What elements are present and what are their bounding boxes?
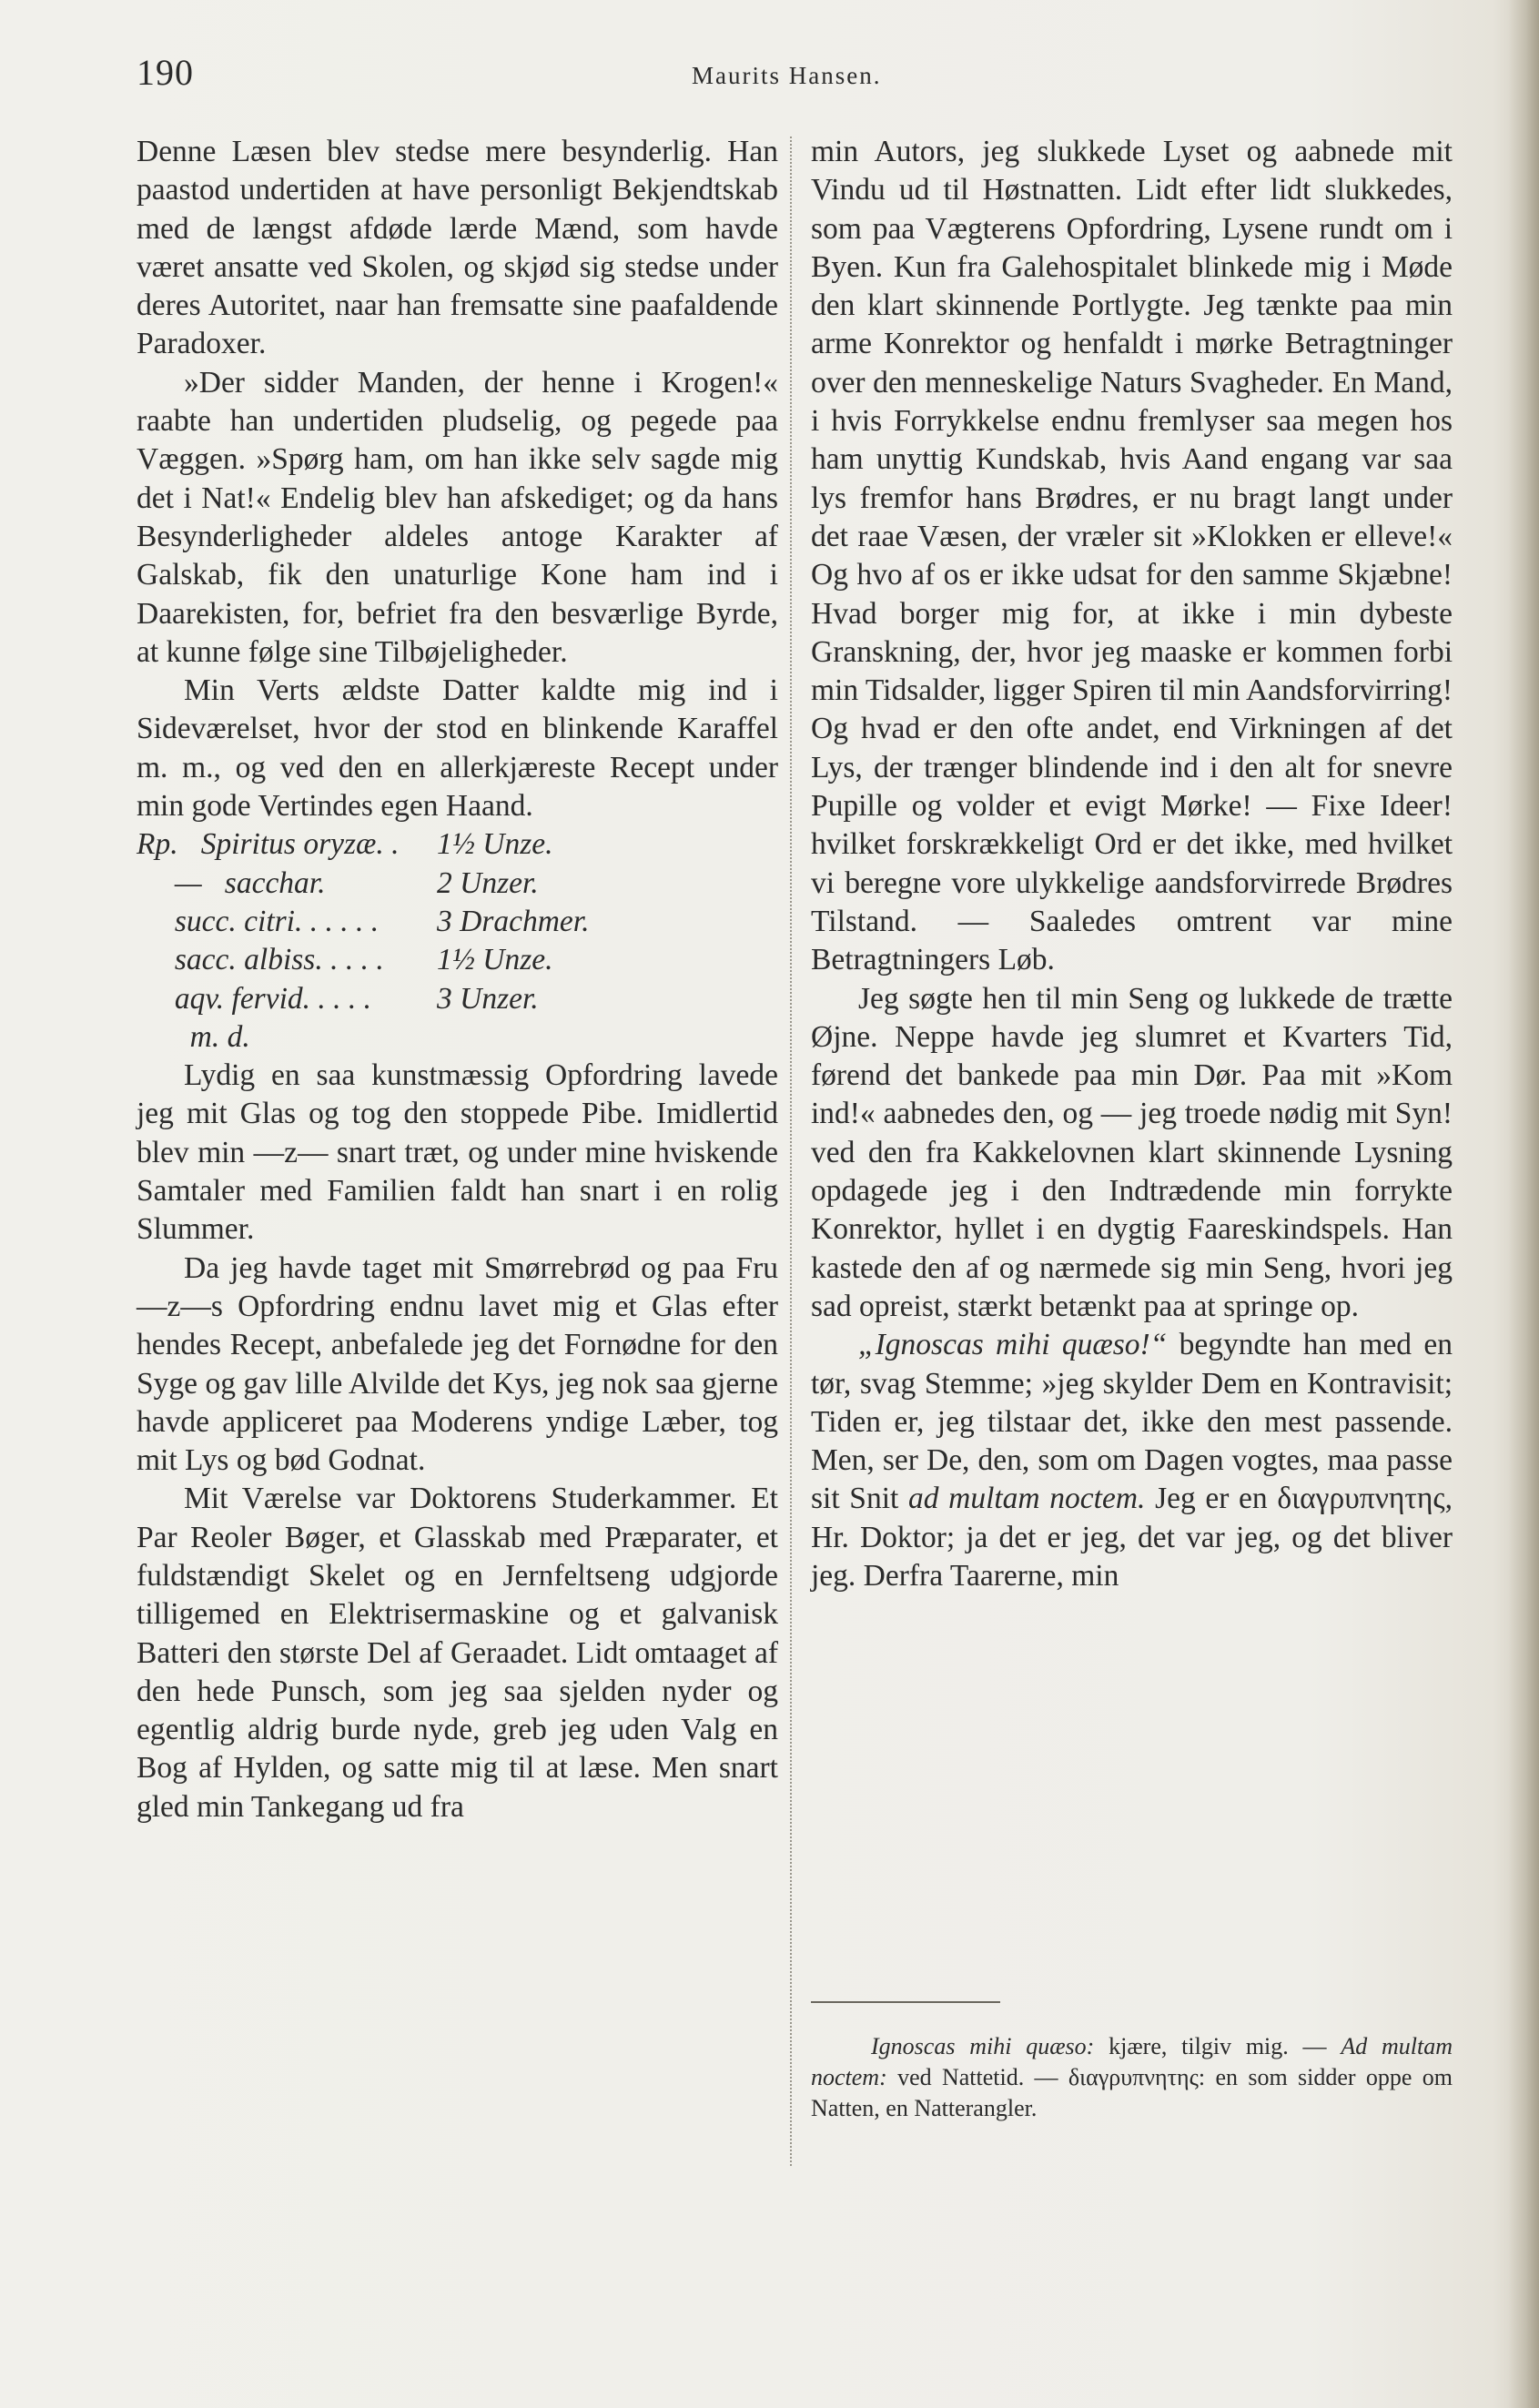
recipe-amount: 3 Unzer. xyxy=(437,981,539,1016)
footnote-text xyxy=(811,2031,1453,2124)
footnote-rule xyxy=(811,2001,1000,2003)
latin-phrase: ad multam noctem. xyxy=(907,1482,1146,1516)
recipe-ingredient: sacc. albiss. . . . . xyxy=(137,943,384,977)
recipe-row xyxy=(137,941,778,979)
recipe-row xyxy=(137,980,778,1018)
paragraph: Min Verts ældste Datter kaldte mig ind i Sideværelset, hvor der stod en blinkende Karaffel m. m., og ved den en allerkjæreste Recept under min gode Vertindes egen Haand. xyxy=(137,673,778,824)
recipe-block xyxy=(137,825,778,1057)
paragraph-text: begyndte han med en tør, svag Stemme; »jeg skylder Dem en Kontravisit; Tiden er, jeg tilstaar det, ikke den mest passende. Men, ser De, den, som om Dagen vogtes, maa passe sit Snit xyxy=(811,1328,1453,1516)
recipe-row xyxy=(137,1018,778,1057)
footnote-term: Ad multam noctem: xyxy=(811,2033,1453,2090)
paragraph: Da jeg havde taget mit Smørrebrød og paa Fru —z—s Opfordring endnu lavet mig et Glas efter hendes Recept, anbefalede jeg det Fornødne for den Syge og gav lille Alvilde det Kys, jeg nok saa gjerne havde appliceret paa Moderens yndige Læber, tog mit Lys og bød Godnat. xyxy=(137,1250,778,1478)
recipe-ingredient: succ. citri. . . . . . xyxy=(137,904,380,938)
latin-phrase: „Ignoscas mihi quæso!“ xyxy=(858,1328,1168,1362)
page-edge-shadow xyxy=(1508,0,1539,2408)
left-column xyxy=(137,133,778,1826)
paragraph: Denne Læsen blev stedse mere besynderlig. Han paastod undertiden at have personligt Bekjendtskab med de længst afdøde lærde Mænd, som havde været ansatte ved Skolen, og skjød sig stedse under deres Autoritet, naar han fremsatte sine paafaldende Paradoxer. xyxy=(137,135,778,361)
paragraph: min Autors, jeg slukkede Lyset og aabnede mit Vindu ud til Høstnatten. Lidt efter lidt slukkedes, som paa Vægterens Opfordring, Lysene rundt om i Byen. Kun fra Galehospitalet blinkede mig i Møde den klart skinnende Portlygte. Jeg tænkte paa min arme Konrektor og henfaldt i mørke Betragtninger over den menneskelige Naturs Svagheder. En Mand, i hvis Forrykkelse endnu fremlyser saa megen hos ham unyttig Kundskab, hvis Aand engang var saa lys fremfor hans Brødres, er nu bragt langt under det raae Væsen, der vræler sit »Klokken er elleve!« Og hvo af os er ikke udsat for den samme Skjæbne! Hvad borger mig for, at ikke i min dybeste Granskning, der, hvor jeg maaske er kommen forbi min Tidsalder, ligger Spiren til min Aandsforvirring! Og hvad er den ofte andet, end Virkningen af det Lys, der trænger blindende ind i den alt for snevre Pupille og volder et evigt Mørke! — Fixe Ideer! hvilket forskrækkeligt Ord er det ikke, med hvilket vi beregne vore ulykkelige aandsforvirrede Brødres Tilstand. — Saaledes omtrent var mine Betragtningers Løb. xyxy=(811,135,1453,977)
recipe-amount: 1½ Unze. xyxy=(437,827,553,862)
right-column xyxy=(811,133,1453,1595)
column-divider xyxy=(790,137,792,2166)
recipe-ingredient: aqv. fervid. . . . . xyxy=(137,981,372,1016)
footnote xyxy=(811,2031,1453,2124)
recipe-ingredient: m. d. xyxy=(137,1019,250,1054)
recipe-ingredient: — sacchar. xyxy=(137,865,326,900)
recipe-amount xyxy=(437,1018,737,1057)
paragraph xyxy=(811,1326,1453,1595)
running-head: Maurits Hansen. xyxy=(692,62,882,89)
page-number: 190 xyxy=(137,52,194,93)
paragraph: Jeg søgte hen til min Seng og lukkede de trætte Øjne. Neppe havde jeg slumret et Kvarters Tid, førend det bankede paa min Dør. Paa mit »Kom ind!« aabnedes den, og — jeg troede nødig mit Syn! ved den fra Kakkelovnen klart skinnende Lysning opdagede jeg i den Indtrædende min forrykte Konrektor, hyllet i en dygtig Faareskindspels. Han kastede den af og nærmede sig min Seng, hvori jeg sad opreist, stærkt betænkt paa at springe op. xyxy=(811,981,1453,1323)
paragraph: Lydig en saa kunstmæssig Opfordring lavede jeg mit Glas og tog den stoppede Pibe. Imidlertid blev min —z— snart træt, og under mine hviskende Samtaler med Familien faldt han snart i en rolig Slummer. xyxy=(137,1058,778,1247)
recipe-ingredient: Rp. Spiritus oryzæ. . xyxy=(137,827,400,862)
paragraph-text: Jeg er en διαγρυπνητης, Hr. Doktor; ja det er jeg, det var jeg, og det bliver jeg. Derfra Taarerne, min xyxy=(811,1482,1453,1593)
recipe-amount: 3 Drachmer. xyxy=(437,904,590,938)
recipe-amount: 1½ Unze. xyxy=(437,943,553,977)
recipe-row xyxy=(137,865,778,903)
footnote-term: Ignoscas mihi quæso: xyxy=(871,2033,1095,2059)
recipe-amount: 2 Unzer. xyxy=(437,865,539,900)
footnote-gloss: ved Nattetid. — διαγρυπνητης: en som sidder oppe om Natten, en Natterangler. xyxy=(811,2064,1453,2121)
paragraph: Mit Værelse var Doktorens Studerkammer. Et Par Reoler Bøger, et Glasskab med Præparater, et fuldstændigt Skelet og en Jernfeltseng udgjorde tilligemed en Elektrisermaskine og et galvanisk Batteri den største Del af Geraadet. Lidt omtaaget af den hede Punsch, som jeg saa sjelden nyder og egentlig aldrig burde nyde, greb jeg uden Valg en Bog af Hylden, og satte mig til at læse. Men snart gled min Tankegang ud fra xyxy=(137,1482,778,1824)
footnote-gloss: kjære, tilgiv mig. — xyxy=(1094,2033,1342,2059)
recipe-row xyxy=(137,825,778,864)
paragraph: »Der sidder Manden, der henne i Krogen!« raabte han undertiden pludselig, og pegede paa Væggen. »Spørg ham, om han ikke selv sagde mig det i Nat!« Endelig blev han afskediget; og da hans Besynderligheder aldeles antoge Karakter af Galskab, fik den unaturlige Kone ham ind i Daarekisten, for, befriet fra den besværlige Byrde, at kunne følge sine Tilbøjeligheder. xyxy=(137,365,778,669)
recipe-row xyxy=(137,903,778,941)
